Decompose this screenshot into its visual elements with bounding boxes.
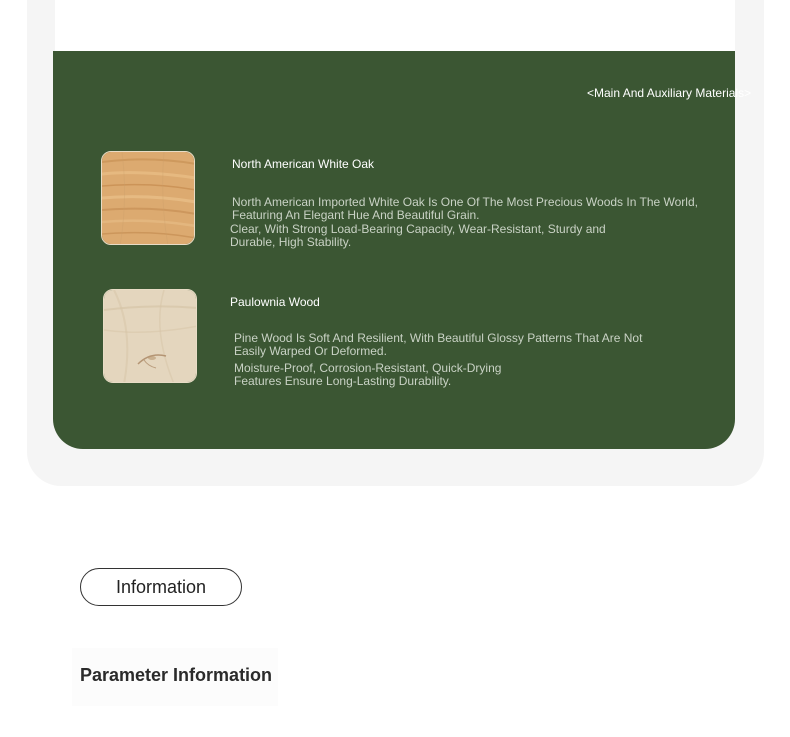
white-oak-swatch-image (101, 151, 195, 245)
paulownia-properties: Moisture-Proof, Corrosion-Resistant, Quick-Drying Features Ensure Long-Lasting Durability. (234, 361, 502, 388)
parameter-information-heading: Parameter Information (72, 648, 278, 706)
information-button[interactable]: Information (80, 568, 242, 606)
materials-panel (53, 51, 735, 449)
materials-heading: <Main And Auxiliary Materials> (587, 86, 752, 100)
white-oak-properties: Clear, With Strong Load-Bearing Capacity, Wear-Resistant, Sturdy and Durable, High Stability. (230, 222, 606, 249)
paulownia-description: Pine Wood Is Soft And Resilient, With Beautiful Glossy Patterns That Are Not Easily Warped Or Deformed. (234, 331, 643, 358)
white-oak-title: North American White Oak (232, 157, 375, 171)
paulownia-swatch-image (103, 289, 197, 383)
white-oak-description: North American Imported White Oak Is One Of The Most Precious Woods In The World, Featuring An Elegant Hue And Beautiful Grain. (232, 195, 698, 222)
paulownia-title: Paulownia Wood (230, 295, 320, 309)
top-image-panel (55, 0, 735, 51)
